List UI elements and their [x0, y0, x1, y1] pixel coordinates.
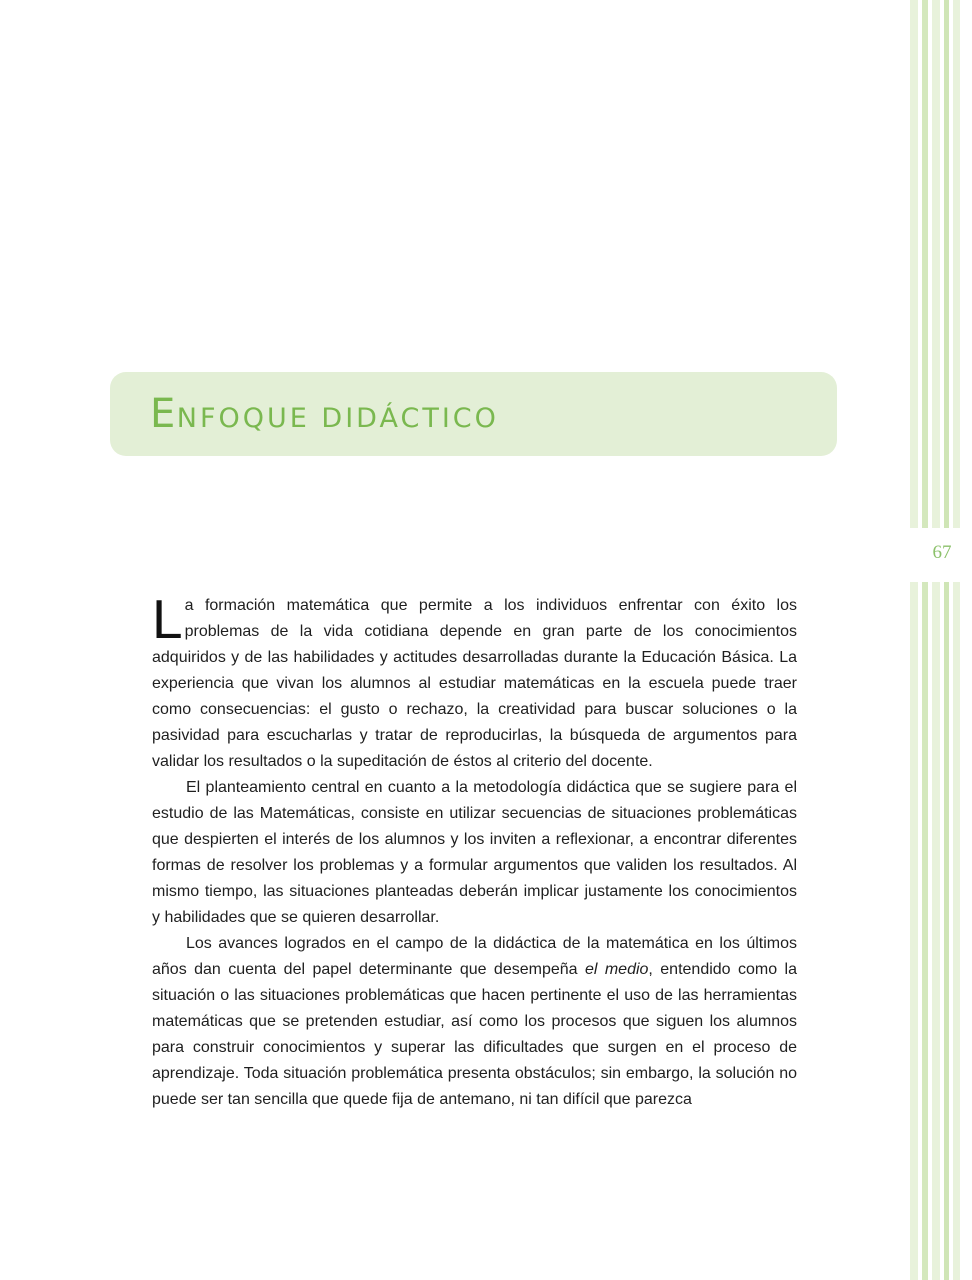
paragraph-1	[152, 588, 797, 775]
section-title	[150, 390, 499, 443]
drop-cap: L	[152, 588, 183, 650]
margin-stripe	[953, 0, 960, 1280]
paragraph-1-text: a formación matemática que permite a los individuos enfrentar con éxito los problemas de la vida cotidiana depende en gran parte de los conocimientos adquiridos y de las habilidades y actitudes desarrolladas durante la Educación Básica. La experiencia que vivan los alumnos al estudiar matemáticas en la escuela puede traer como consecuencias: el gusto o rechazo, la creatividad para buscar soluciones o la pasividad para escucharlas y tratar de reproducirlas, la búsqueda de argumentos para validar los resultados o la supeditación de éstos al criterio del docente.	[152, 597, 797, 770]
paragraph-2: El planteamiento central en cuanto a la metodología didáctica que se sugiere para el estudio de las Matemáticas, consiste en utilizar secuencias de situaciones problemáticas que despierten el interés de los alumnos y los inviten a reflexionar, a encontrar diferentes formas de resolver los problemas y a formular argumentos que validen los resultados. Al mismo tiempo, las situaciones planteadas deberán implicar justamente los conocimientos y habilidades que se quieren desarrollar.	[152, 779, 797, 926]
margin-stripe	[944, 0, 949, 1280]
margin-stripe	[910, 0, 918, 1280]
margin-stripe	[932, 0, 940, 1280]
paragraph-3-text-after: , entendido como la situación o las situaciones problemáticas que hacen pertinente el uso de las herramientas matemáticas que se pretenden estudiar, así como los procesos que siguen los alumnos para construir conocimientos y superar las dificultades que surgen en el proceso de aprendizaje. Toda situación problemática presenta obstáculos; sin embargo, la solución no puede ser tan sencilla que quede fija de antemano, ni tan difícil que parezca	[152, 961, 797, 1108]
paragraph-3-text-before: Los avances logrados en el campo de la didáctica de la matemática en los últimos años dan cuenta del papel determinante que desempeña	[152, 935, 797, 978]
section-title-rest: NFOQUE DIDÁCTICO	[176, 403, 499, 434]
margin-stripe	[922, 0, 928, 1280]
emphasis-el-medio: el medio	[584, 961, 649, 978]
section-banner	[110, 372, 837, 456]
paragraph-3	[152, 931, 797, 1113]
section-title-initial: E	[150, 391, 177, 437]
body-text	[152, 588, 797, 1113]
page-number: 67	[932, 542, 952, 563]
